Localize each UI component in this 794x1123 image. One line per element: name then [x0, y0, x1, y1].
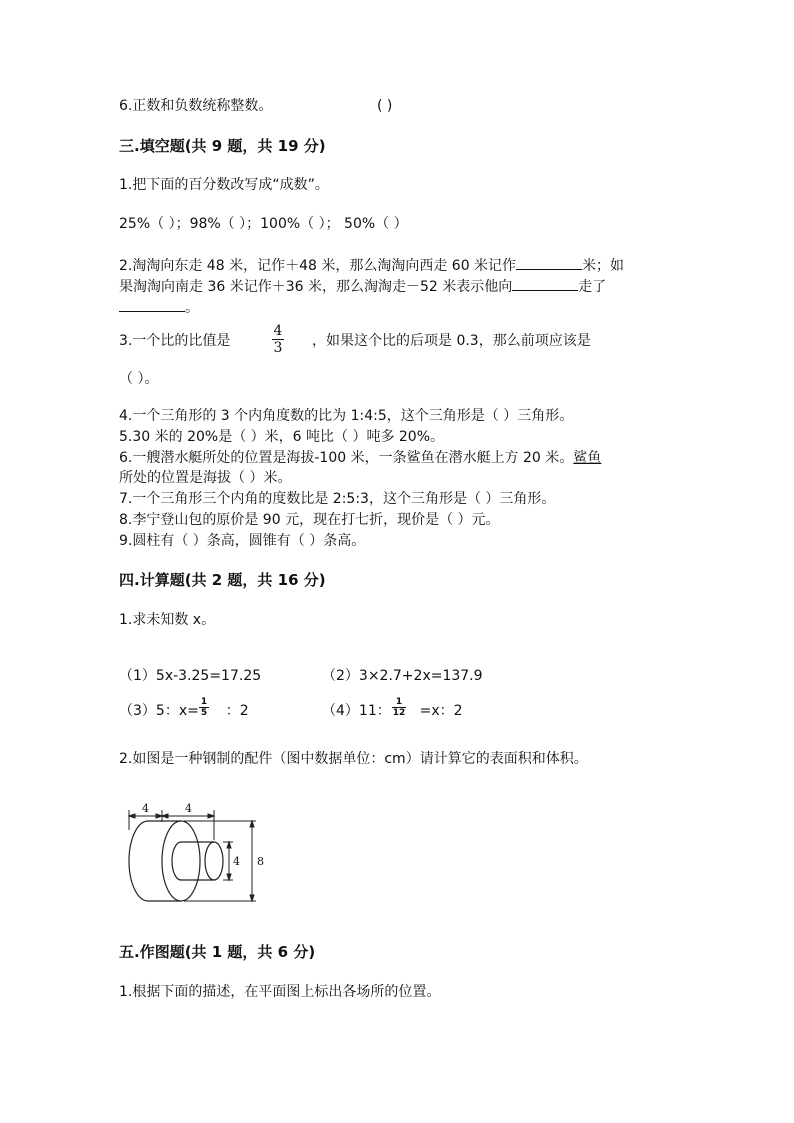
- q6-text-a: 6.一艘潜水艇所处的位置是海拔-100 米，一条鲨鱼在潜水艇上方 20 米。: [119, 450, 574, 466]
- section-4-heading: 四.计算题(共 2 题，共 16 分): [119, 571, 326, 589]
- inner-cylinder-end-face: [205, 842, 223, 880]
- eq4-text-b: =x：2: [419, 703, 463, 719]
- calc-q1-text: 1.求未知数 x。: [119, 612, 216, 628]
- steel-part-diagram: [118, 800, 268, 905]
- arrow-head: [208, 814, 214, 818]
- arrow-head: [162, 814, 168, 818]
- arrow-head: [227, 874, 231, 880]
- eq3-text-b: ：2: [225, 703, 249, 719]
- question-text: 6.正数和负数统称整数。: [119, 98, 273, 114]
- equation-1: （1）5x-3.25=17.25: [119, 668, 262, 684]
- q3-text-a: 3.一个比的比值是: [119, 333, 231, 349]
- q6-text-b: 鲨鱼: [573, 450, 602, 466]
- fraction-numerator: 1: [395, 697, 403, 707]
- dim-label-right: 4: [185, 802, 192, 815]
- q2-text-d: 走了: [578, 279, 607, 295]
- arrow-head: [227, 842, 231, 848]
- fraction-denominator: 5: [200, 708, 208, 718]
- answer-blank: [516, 255, 582, 270]
- fill-q2-line2: [119, 276, 606, 297]
- fraction-denominator: 12: [392, 708, 406, 718]
- calc-q2-text: 2.如图是一种钢制的配件（图中数据单位：cm）请计算它的表面积和体积。: [119, 751, 588, 767]
- equation-2: （2）3×2.7+2x=137.9: [322, 668, 483, 684]
- draw-q1-text: 1.根据下面的描述，在平面图上标出各场所的位置。: [119, 984, 441, 1000]
- outer-cylinder-front-face: [162, 821, 200, 901]
- answer-blank: [512, 276, 578, 291]
- eq3-text-a: （3）5：x=: [119, 703, 199, 719]
- arrow-head: [250, 821, 254, 827]
- answer-paren: ( ): [377, 98, 393, 114]
- dim-label-left: 4: [142, 802, 149, 815]
- fraction-one-fifth: [199, 697, 209, 718]
- answer-blank: [119, 297, 185, 312]
- arrow-head: [129, 814, 135, 818]
- fraction-denominator: 3: [273, 340, 283, 356]
- inner-cylinder-back-edge: [172, 842, 181, 880]
- fill-q2-line3: [119, 297, 199, 318]
- fill-q3-line2: （ ）。: [119, 371, 159, 387]
- fill-q6-line2: 所处的位置是海拔（ ）米。: [119, 470, 292, 486]
- fraction-numerator: 4: [273, 323, 283, 339]
- outer-cylinder-back-edge: [129, 821, 148, 901]
- equation-3: [119, 700, 249, 720]
- fill-q4: 4.一个三角形的 3 个内角度数的比为 1:4:5，这个三角形是（ ）三角形。: [119, 408, 574, 424]
- eq4-text-a: （4）11：: [322, 703, 391, 719]
- fill-q5: 5.30 米的 20%是（ ）米，6 吨比（ ）吨多 20%。: [119, 429, 445, 445]
- section-3-heading: 三.填空题(共 9 题，共 19 分): [119, 137, 326, 155]
- q2-text-e: 。: [185, 300, 199, 316]
- fill-q9: 9.圆柱有（ ）条高，圆锥有（ ）条高。: [119, 533, 366, 549]
- fraction-one-twelfth: [392, 697, 406, 718]
- fill-q6-line1: [119, 448, 601, 468]
- fill-q1-answers: 25%（ ）；98%（ ）；100%（ ）； 50%（ ）: [119, 216, 408, 232]
- dim-label-inner: 4: [233, 855, 240, 868]
- fill-q2-line1: [119, 255, 624, 276]
- fraction-four-thirds: [272, 324, 284, 355]
- q2-text-c: 果淘淘向南走 36 米记作＋36 米，那么淘淘走－52 米表示他向: [119, 279, 513, 295]
- question-6-true-false: [119, 96, 393, 116]
- section-5-heading: 五.作图题(共 1 题，共 6 分): [119, 943, 316, 961]
- fill-q1-text: 1.把下面的百分数改写成“成数”。: [119, 177, 329, 193]
- q2-text-b: 米；如: [582, 258, 625, 274]
- q2-text-a: 2.淘淘向东走 48 米，记作＋48 米，那么淘淘向西走 60 米记作: [119, 258, 517, 274]
- fill-q3-line1: [119, 331, 591, 351]
- fill-q7: 7.一个三角形三个内角的度数比是 2:5:3，这个三角形是（ ）三角形。: [119, 491, 556, 507]
- q3-text-b: ，如果这个比的后项是 0.3，那么前项应该是: [312, 333, 591, 349]
- dim-label-outer: 8: [257, 855, 264, 868]
- fraction-numerator: 1: [200, 697, 208, 707]
- fill-q8: 8.李宁登山包的原价是 90 元，现在打七折，现价是（ ）元。: [119, 512, 500, 528]
- arrow-head: [250, 895, 254, 901]
